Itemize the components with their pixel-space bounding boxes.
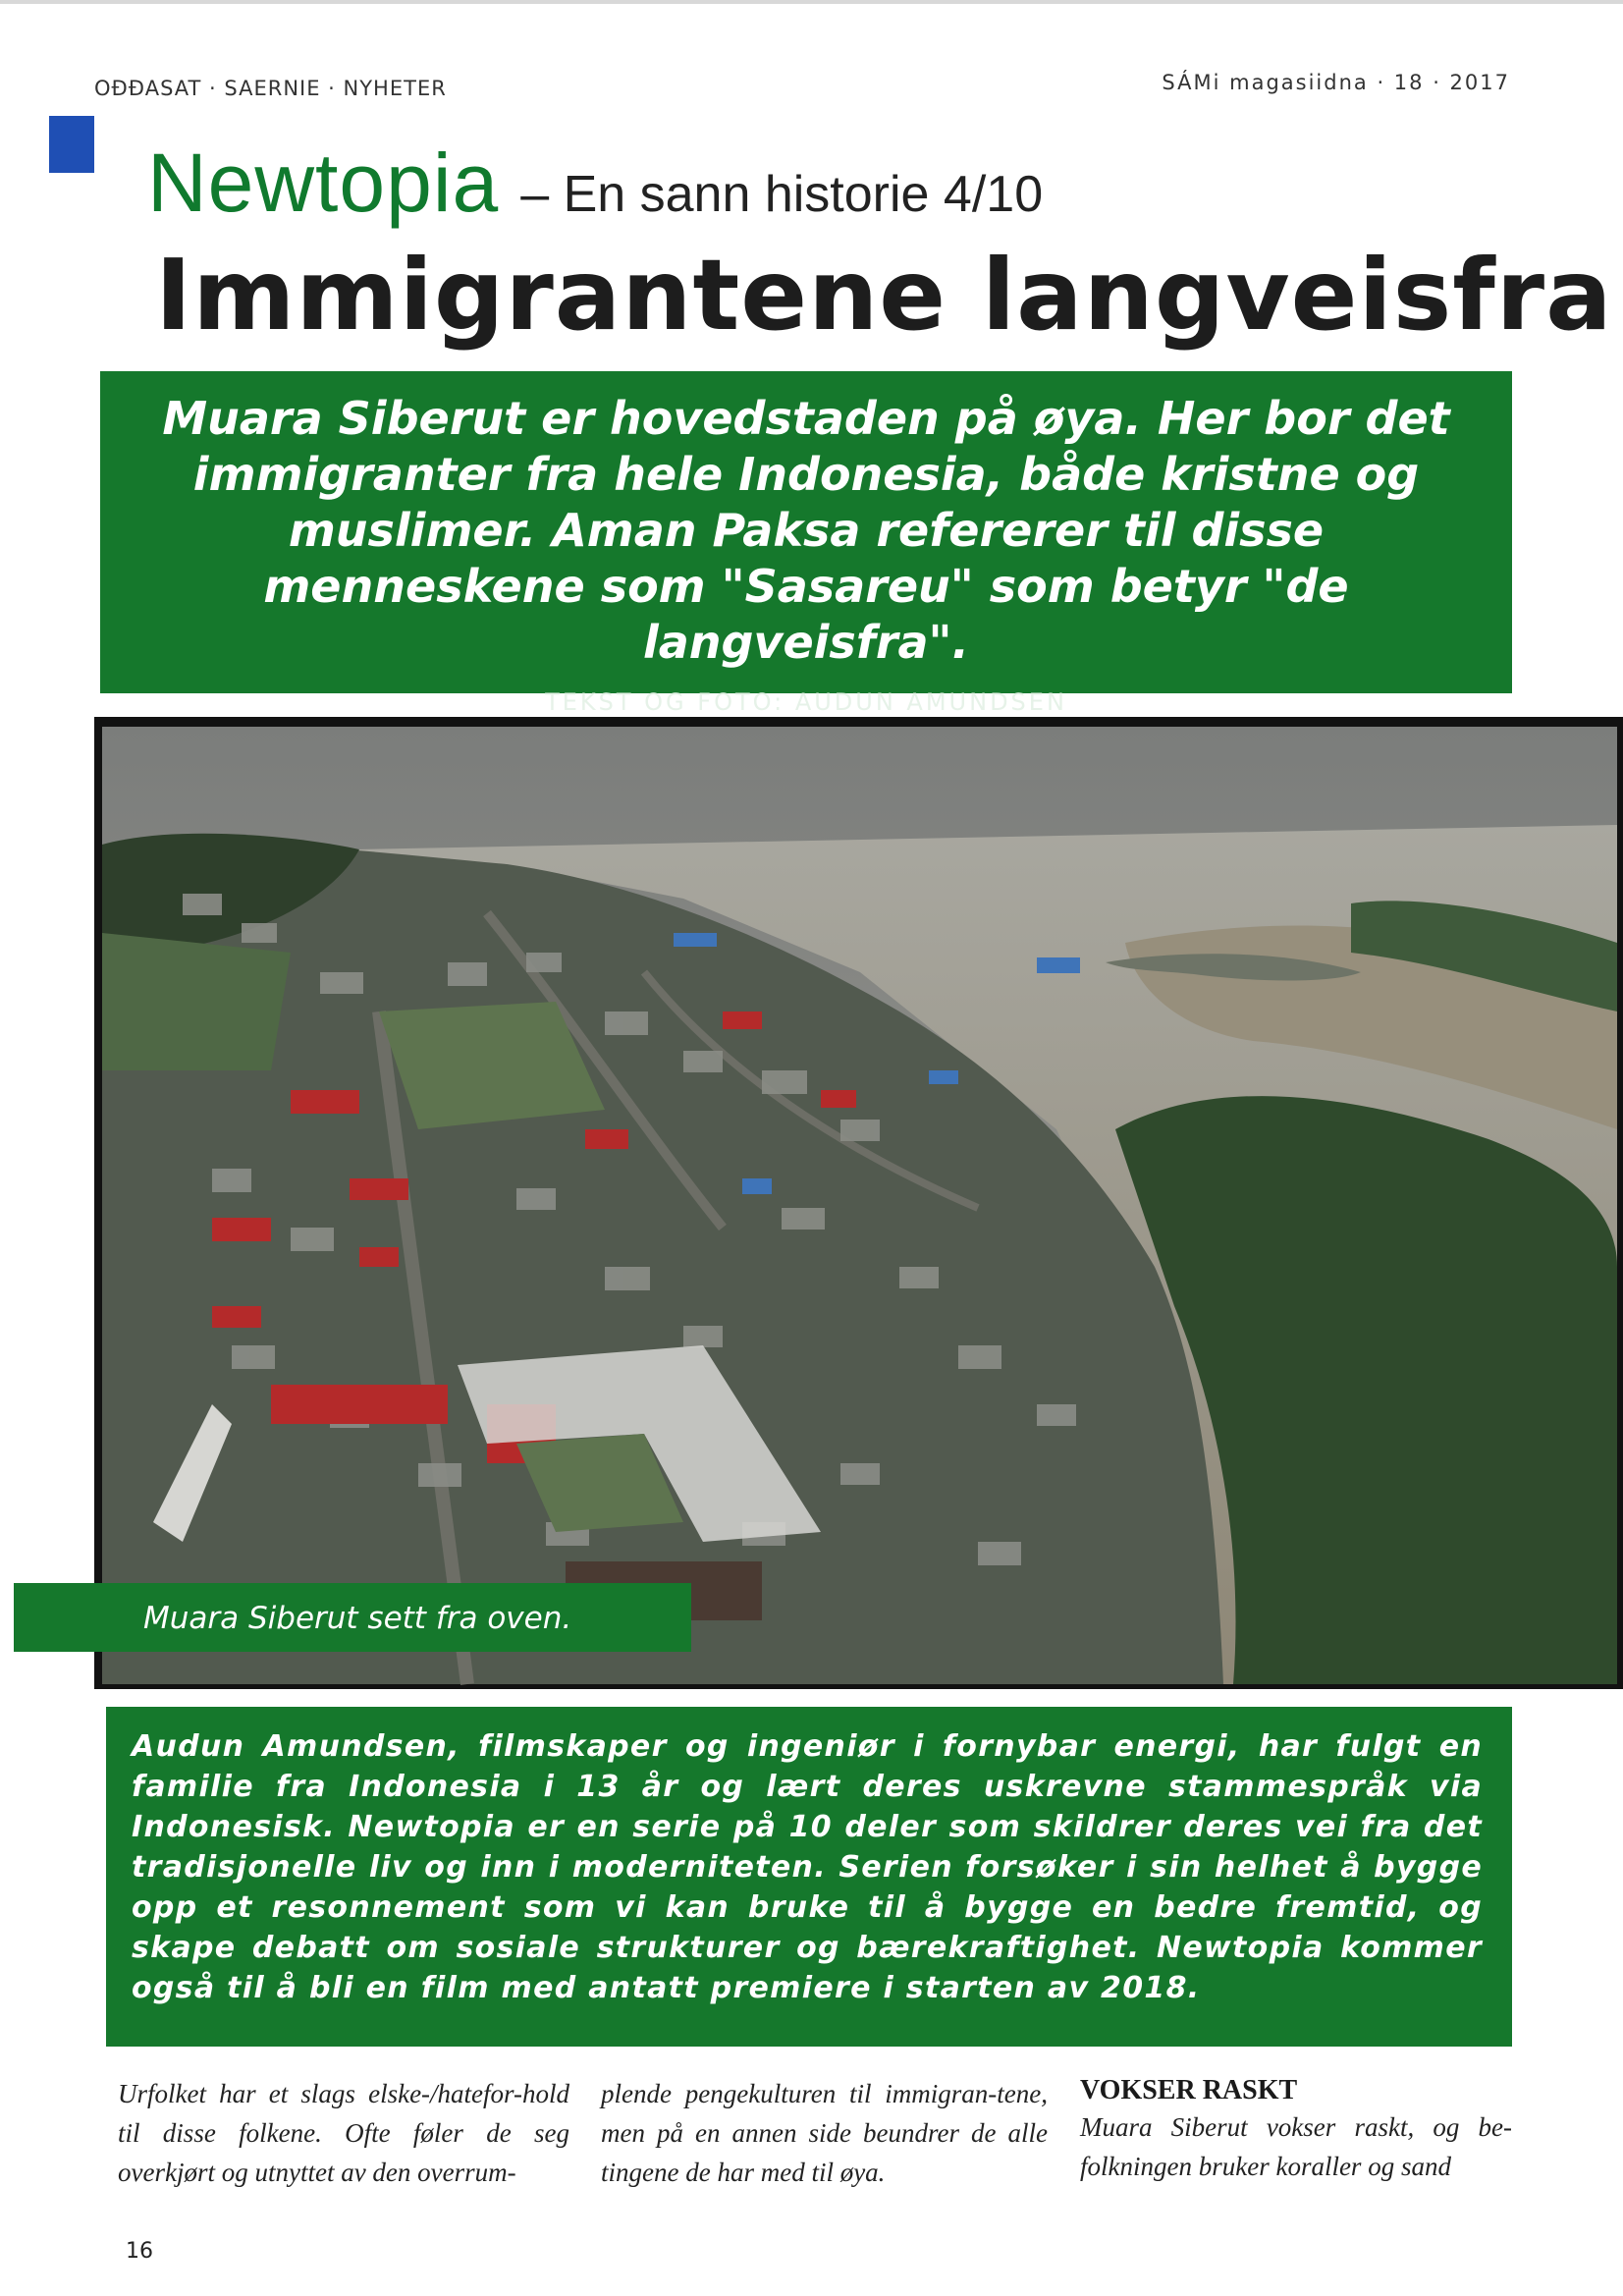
lead-text: Muara Siberut er hovedstaden på øya. Her bor det immigranter fra hele Indonesia, både kristne og muslimer. Aman Paksa refererer til disse menneskene som "Sasareu" som betyr "de langveisfra". <box>162 392 1450 669</box>
section-header: OĐĐASAT · SAERNIE · NYHETER <box>94 77 447 100</box>
byline: TEKST OG FOTO: AUDUN AMUNDSEN <box>545 688 1067 716</box>
series-subtitle: – En sann historie 4/10 <box>520 166 1044 223</box>
body-column-3 <box>1080 2074 1512 2186</box>
series-name: Newtopia <box>147 137 500 229</box>
headline: Immigrantene langveisfra <box>155 238 1613 353</box>
page-number: 16 <box>126 2239 153 2264</box>
body-column-1: Urfolket har et slags elske-/hatefor-hold til disse folkene. Ofte føler de seg overkjørt og utnyttet av den overrum- <box>118 2079 569 2187</box>
subheading: VOKSER RASKT <box>1080 2075 1298 2105</box>
intro-box <box>106 1707 1512 2047</box>
body-column-3-text: Muara Siberut vokser raskt, og be-folkningen bruker koraller og sand <box>1080 2112 1512 2181</box>
issue-info: SÁMi magasiidna · 18 · 2017 <box>1162 71 1510 94</box>
top-rule <box>0 0 1623 4</box>
series-title <box>147 136 1043 231</box>
body-column-2: plende pengekulturen til immigran-tene, men på en annen side beundrer de alle tingene de har med til øya. <box>601 2079 1048 2187</box>
photo-caption: Muara Siberut sett fra oven. <box>143 1601 572 1636</box>
aerial-photo <box>94 717 1623 1689</box>
intro-text: Audun Amundsen, filmskaper og ingeniør i fornybar energi, har fulgt en familie fra Indonesia i 13 år og lært deres uskrevne stammespråk via Indonesisk. Newtopia er en serie på 10 deler som skildrer deres vei fra det tradisjonelle liv og inn i moderniteten. Serien forsøker i sin helhet å bygge opp et resonnement som vi kan bruke til å bygge en bedre fremtid, og skape debatt om sosiale strukturer og bærekraftighet. Newtopia kommer også til å bli en film med antatt premiere i starten av 2018. <box>132 1729 1483 2005</box>
section-marker <box>49 116 94 173</box>
lead-box <box>100 371 1512 716</box>
aerial-photo-illustration <box>94 717 1623 1689</box>
